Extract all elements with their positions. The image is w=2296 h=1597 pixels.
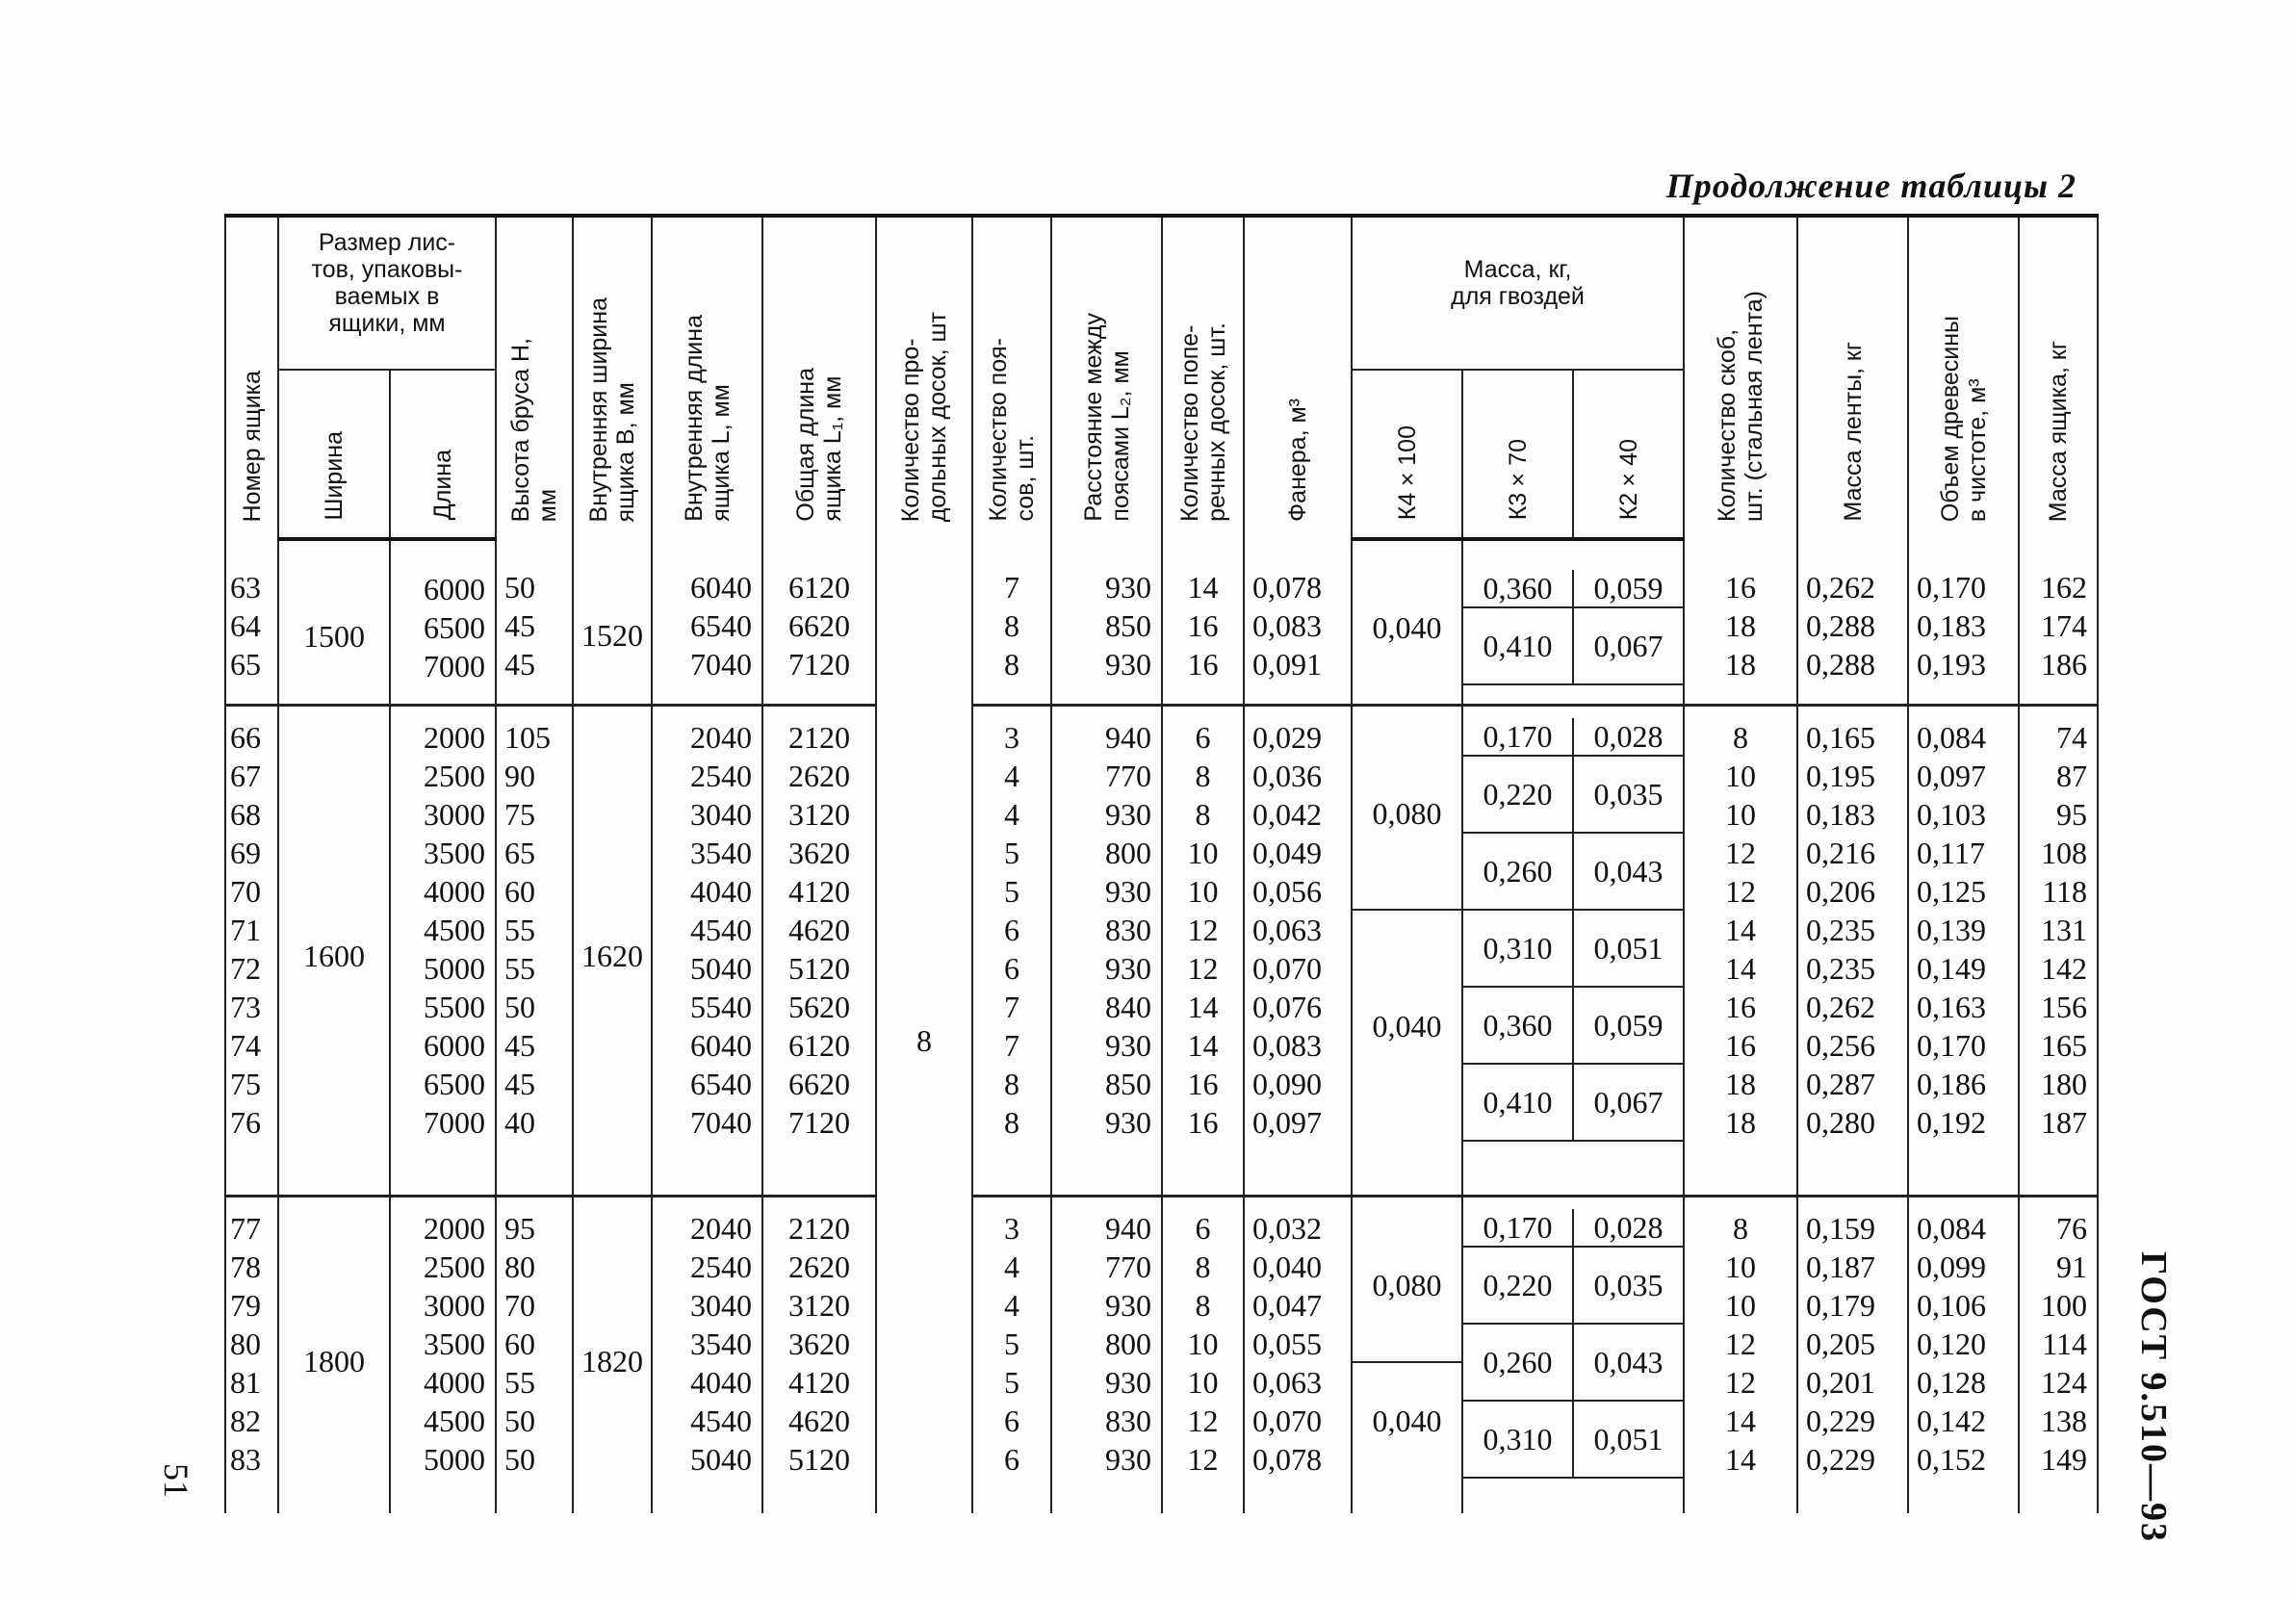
- cell-long-boards: 8: [876, 539, 972, 1513]
- k2-value: 0,067: [1574, 1065, 1683, 1142]
- cell-box-numbers: 66 67 68 69 70 71 72 73 74 75 76: [225, 705, 278, 1196]
- nails-stack: [1463, 1198, 1683, 1479]
- cell-tape-mass: 0,262 0,288 0,288: [1797, 539, 1908, 705]
- cell-inner-width: 1520: [573, 539, 652, 705]
- cell-sheet-width: 1500: [278, 539, 390, 705]
- header-wood-volume: Объем древесины в чистоте, м³: [1908, 216, 2019, 539]
- k4-value: 0,040: [1372, 1008, 1442, 1043]
- k4-value: 0,040: [1372, 610, 1442, 645]
- nails-row: [1463, 911, 1683, 988]
- k2-value: 0,051: [1574, 1402, 1683, 1479]
- k4-value: 0,080: [1353, 1209, 1461, 1363]
- k2-value: 0,035: [1574, 1248, 1683, 1325]
- k3-value: 0,360: [1463, 988, 1574, 1065]
- k4-value: 0,080: [1353, 718, 1461, 911]
- header-sheet-size: Размер лис- тов, упаковы- ваемых в ящики, мм: [278, 216, 496, 370]
- nails-row: [1463, 1065, 1683, 1142]
- cell-belts: 7 8 8: [972, 539, 1051, 705]
- header-tape-mass: Масса ленты, кг: [1797, 216, 1908, 539]
- header-long-boards: Количество про- дольных досок, шт: [876, 216, 972, 539]
- nails-row: [1463, 834, 1683, 911]
- cell-belt-distance: 940 770 930 800 930 830 930 840 930 850 930: [1051, 705, 1162, 1196]
- cell-tape-mass: 0,165 0,195 0,183 0,216 0,206 0,235 0,235 0,262 0,256 0,287 0,280: [1797, 705, 1908, 1196]
- row-group-1: [225, 539, 2098, 705]
- nails-row: [1463, 988, 1683, 1065]
- k2-value: 0,067: [1574, 608, 1683, 685]
- cell-cross-boards: 14 16 16: [1162, 539, 1244, 705]
- cell-plywood: 0,032 0,040 0,047 0,055 0,063 0,070 0,078: [1244, 1197, 1352, 1513]
- k3-value: 0,170: [1463, 718, 1574, 757]
- k2-value: 0,059: [1574, 988, 1683, 1065]
- k3-value: 0,170: [1463, 1209, 1574, 1248]
- cell-beam-height: 105 90 75 65 60 55 55 50 45 45 40: [496, 705, 573, 1196]
- cell-outer-length: 6120 6620 7120: [762, 539, 876, 705]
- header-belts: Количество поя- сов, шт.: [972, 216, 1051, 539]
- cell-sheet-length: 6000 6500 7000: [390, 539, 496, 705]
- header-k4: К4×100: [1352, 370, 1462, 539]
- header-outer-length: Общая длина ящика L₁, мм: [762, 216, 876, 539]
- header-nails-group: Масса, кг, для гвоздей: [1352, 216, 1684, 370]
- cell-belts: 3 4 4 5 5 6 6 7 7 8 8: [972, 705, 1051, 1196]
- cell-sheet-width: 1800: [278, 1197, 390, 1513]
- cell-box-mass: 76 91 100 114 124 138 149: [2019, 1197, 2098, 1513]
- cell-sheet-length: 2000 2500 3000 3500 4000 4500 5000 5500 6000 6500 7000: [390, 705, 496, 1196]
- header-length: Длина: [390, 370, 496, 539]
- cell-inner-length: 2040 2540 3040 3540 4040 4540 5040 5540 6040 6540 7040: [652, 705, 762, 1196]
- table: [224, 214, 2099, 1513]
- cell-staples: 16 18 18: [1684, 539, 1797, 705]
- table-caption: Продолжение таблицы 2: [1665, 167, 2077, 205]
- cell-k4: [1352, 705, 1462, 1196]
- cell-inner-length: 6040 6540 7040: [652, 539, 762, 705]
- cell-k4: [1352, 539, 1462, 705]
- cell-beam-height: 95 80 70 60 55 50 50: [496, 1197, 573, 1513]
- nails-row: [1463, 1402, 1683, 1479]
- k4-stack: [1353, 1209, 1461, 1479]
- cell-k4: [1352, 1197, 1462, 1513]
- nails-row: [1463, 1248, 1683, 1325]
- k2-value: 0,028: [1574, 718, 1683, 757]
- cell-beam-height: 50 45 45: [496, 539, 573, 705]
- cell-box-numbers: 63 64 65: [225, 539, 278, 705]
- cell-box-numbers: 77 78 79 80 81 82 83: [225, 1197, 278, 1513]
- cell-plywood: 0,078 0,083 0,091: [1244, 539, 1352, 705]
- nails-row: [1463, 570, 1683, 608]
- header-inner-width: Внутренняя ширина ящика B, мм: [573, 216, 652, 539]
- k2-value: 0,051: [1574, 911, 1683, 988]
- cell-sheet-width: 1600: [278, 705, 390, 1196]
- k2-value: 0,043: [1574, 1325, 1683, 1402]
- k3-value: 0,310: [1463, 1402, 1574, 1479]
- table-body: [225, 539, 2098, 1513]
- nails-stack: [1463, 707, 1683, 1142]
- cell-belt-distance: 930 850 930: [1051, 539, 1162, 705]
- nails-row: [1463, 1209, 1683, 1248]
- k3-value: 0,260: [1463, 1325, 1574, 1402]
- cell-inner-length: 2040 2540 3040 3540 4040 4540 5040: [652, 1197, 762, 1513]
- header-staples: Количество скоб, шт. (стальная лента): [1684, 216, 1797, 539]
- k4-stack: [1353, 718, 1461, 1142]
- k4-stack: [1353, 570, 1461, 685]
- cell-inner-width: 1820: [573, 1197, 652, 1513]
- standard-label: ГОСТ 9.510—93: [2133, 1251, 2174, 1544]
- cell-staples: 8 10 10 12 12 14 14: [1684, 1197, 1797, 1513]
- k3-value: 0,310: [1463, 911, 1574, 988]
- header-cross-boards: Количество попе- речных досок, шт.: [1162, 216, 1244, 539]
- cell-box-mass: 74 87 95 108 118 131 142 156 165 180 187: [2019, 705, 2098, 1196]
- header-k2: К2×40: [1573, 370, 1684, 539]
- nails-row: [1463, 608, 1683, 685]
- header-belt-distance: Расстояние между поясами L₂, мм: [1051, 216, 1162, 539]
- cell-cross-boards: 6 8 8 10 10 12 12 14 14 16 16: [1162, 705, 1244, 1196]
- cell-outer-length: 2120 2620 3120 3620 4120 4620 5120 5620 6120 6620 7120: [762, 705, 876, 1196]
- header-plywood: Фанера, м³: [1244, 216, 1352, 539]
- nails-row: [1463, 757, 1683, 834]
- cell-inner-width: 1620: [573, 705, 652, 1196]
- cell-plywood: 0,029 0,036 0,042 0,049 0,056 0,063 0,070 0,076 0,083 0,090 0,097: [1244, 705, 1352, 1196]
- box-dimensions-table: [224, 214, 2088, 1513]
- nails-row: [1463, 1325, 1683, 1402]
- row-group-2: [225, 705, 2098, 1196]
- k2-value: 0,035: [1574, 757, 1683, 834]
- k3-value: 0,260: [1463, 834, 1574, 911]
- k3-value: 0,220: [1463, 757, 1574, 834]
- k3-value: 0,410: [1463, 608, 1574, 685]
- cell-belts: 3 4 4 5 5 6 6: [972, 1197, 1051, 1513]
- nails-stack: [1463, 541, 1683, 685]
- k3-value: 0,220: [1463, 1248, 1574, 1325]
- cell-cross-boards: 6 8 8 10 10 12 12: [1162, 1197, 1244, 1513]
- header-k3: К3×70: [1462, 370, 1573, 539]
- header-width: Ширина: [278, 370, 390, 539]
- header-box-mass: Масса ящика, кг: [2019, 216, 2098, 539]
- k2-value: 0,043: [1574, 834, 1683, 911]
- cell-nails: [1462, 539, 1684, 705]
- cell-sheet-length: 2000 2500 3000 3500 4000 4500 5000: [390, 1197, 496, 1513]
- cell-wood-volume: 0,170 0,183 0,193: [1908, 539, 2019, 705]
- k2-value: 0,059: [1574, 570, 1683, 608]
- header-inner-length: Внутренняя длина ящика L, мм: [652, 216, 762, 539]
- cell-nails: [1462, 1197, 1684, 1513]
- k3-value: 0,360: [1463, 570, 1574, 608]
- cell-tape-mass: 0,159 0,187 0,179 0,205 0,201 0,229 0,229: [1797, 1197, 1908, 1513]
- cell-box-mass: 162 174 186: [2019, 539, 2098, 705]
- cell-wood-volume: 0,084 0,097 0,103 0,117 0,125 0,139 0,149 0,163 0,170 0,186 0,192: [1908, 705, 2019, 1196]
- k3-value: 0,410: [1463, 1065, 1574, 1142]
- k2-value: 0,028: [1574, 1209, 1683, 1248]
- header-beam-height: Высота бруса H, мм: [496, 216, 573, 539]
- cell-outer-length: 2120 2620 3120 3620 4120 4620 5120: [762, 1197, 876, 1513]
- nails-row: [1463, 718, 1683, 757]
- cell-staples: 8 10 10 12 12 14 14 16 16 18 18: [1684, 705, 1797, 1196]
- k4-value: 0,040: [1372, 1404, 1442, 1439]
- cell-wood-volume: 0,084 0,099 0,106 0,120 0,128 0,142 0,152: [1908, 1197, 2019, 1513]
- cell-nails: [1462, 705, 1684, 1196]
- header-box-number: Номер ящика: [225, 216, 278, 539]
- cell-belt-distance: 940 770 930 800 930 830 930: [1051, 1197, 1162, 1513]
- page-number: 51: [157, 1463, 195, 1498]
- row-group-3: [225, 1197, 2098, 1513]
